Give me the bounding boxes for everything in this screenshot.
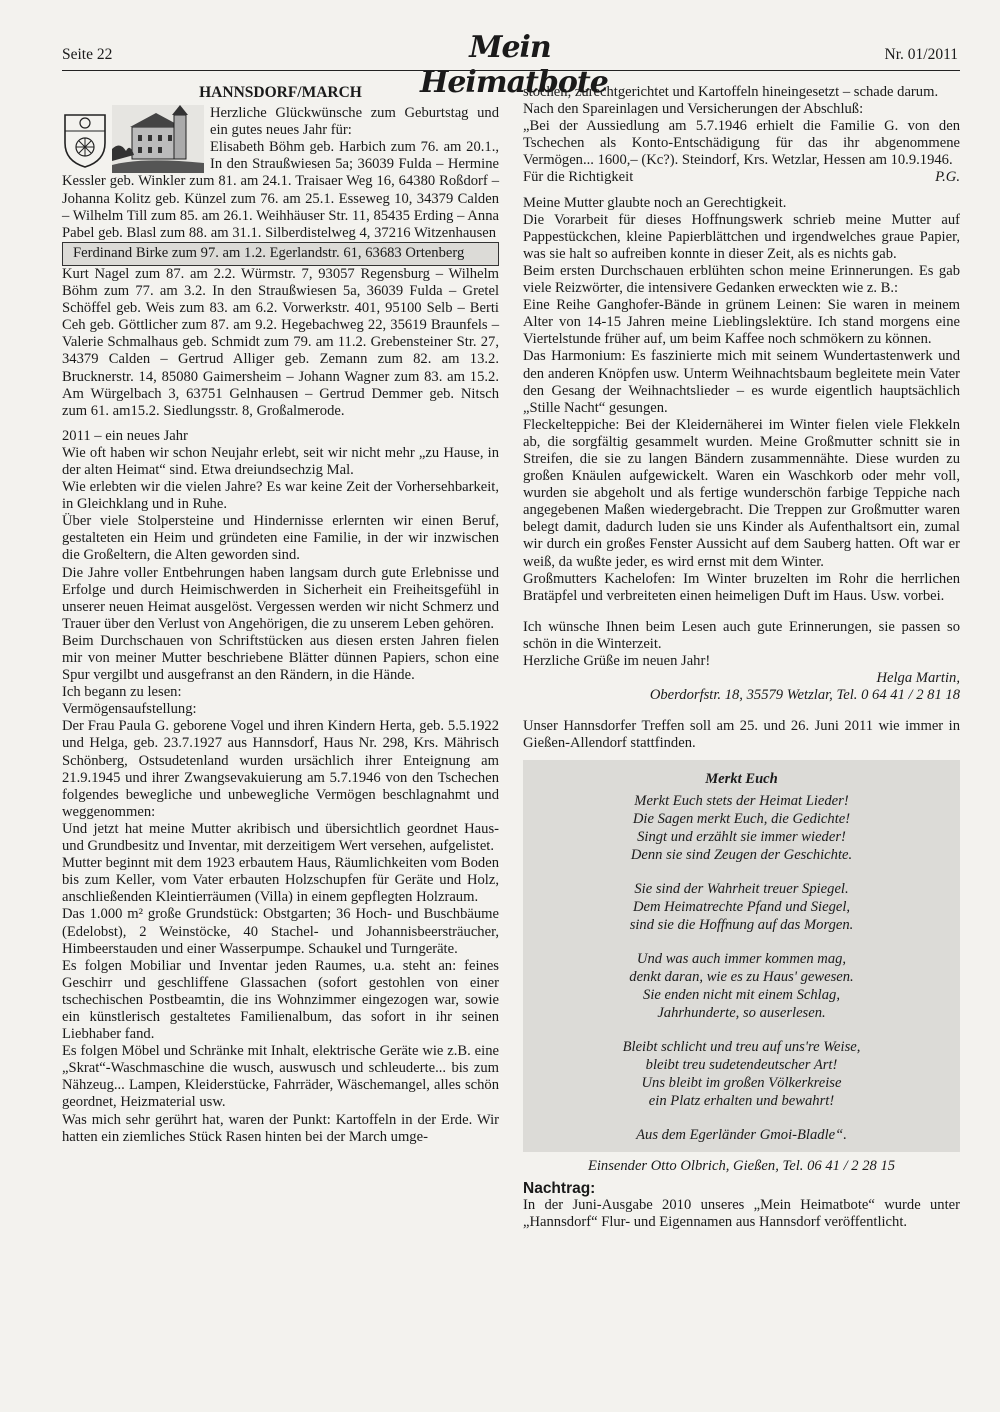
article-paragraph: Vermögensaufstellung: <box>62 701 197 718</box>
highlighted-birthday: Ferdinand Birke zum 97. am 1.2. Egerlandstr. 61, 63683 Ortenberg <box>62 242 499 266</box>
addendum-title: Nachtrag: <box>523 1179 596 1197</box>
poem-stanza <box>523 880 960 934</box>
article-paragraph: Herzliche Grüße im neuen Jahr! <box>523 653 711 669</box>
poem-line: Die Sagen merkt Euch, die Gedichte! <box>632 811 851 828</box>
header-rule <box>62 70 960 71</box>
poem-title: Merkt Euch <box>705 771 778 788</box>
poem-line: bleibt treu sudetendeutscher Art! <box>645 1057 838 1074</box>
birthday-list-1: Elisabeth Böhm geb. Harbich zum 76. am 20.1., In den Straußwiesen 5a; 36039 Fulda – Hermine Kessler geb. Winkler zum 81. am 24.1. Traisaer Weg 16, 64380 Roßdorf – Johanna Kolitz geb. Künzel zum 76. am 25.1. Esseweg 10, 34379 Calden – Wilhelm Till zum 85. am 26.1. Weihhäuser Str. 11, 85435 Erding – Anna Pabel geb. Blasl zum 88. am 31.1. Silberdistelweg 4, 37216 Witzenhausen <box>62 139 499 241</box>
author-name: Helga Martin, <box>876 670 960 687</box>
author-address: Oberdorfstr. 18, 35579 Wetzlar, Tel. 0 64 41 / 2 81 18 <box>649 687 960 704</box>
poem-line: Sie sind der Wahrheit treuer Spiegel. <box>634 881 849 898</box>
attestation-line <box>523 169 960 186</box>
poem-line: Singt und erzählt sie immer wieder! <box>637 829 846 846</box>
poem-line: sind sie die Hoffnung auf das Morgen. <box>629 917 854 934</box>
poem-line: Denn sie sind Zeugen der Geschichte. <box>630 847 853 864</box>
attestation-text: Für die Richtigkeit <box>523 169 634 186</box>
left-column <box>62 84 499 1146</box>
article-paragraph: Das 1.000 m² große Grundstück: Obstgarten; 36 Hoch- und Buschbäume (Edelobst), 2 Weinstöcke, 40 Stachel- und Johannisbeersträucher, Himbeerstauden und einer Wasserpumpe. Schaukel und Turngeräte. <box>62 906 499 957</box>
poem-line: Sie enden nicht mit einem Schlag, <box>643 987 840 1004</box>
article-paragraph: Wie oft haben wir schon Neujahr erlebt, seit wir nicht mehr „zu Hause, in der alten Heimat“ sind. Etwa dreiundsechzig Mal. <box>62 444 499 478</box>
article-paragraph: Die Jahre voller Entbehrungen haben langsam durch gute Erlebnisse und Erfolge und durch Heimischwerden in Sicherheit ein Freiheitsgefühl in unserer neuen Heimat ausgelöst. Vergessen werden wir nicht Schmerz und Trauer über den Verlust von Angehörigen, die zu unserem Leben gehören. <box>62 564 499 632</box>
article-paragraph: 2011 – ein neues Jahr <box>62 427 188 444</box>
issue-number: Nr. 01/2011 <box>884 46 958 63</box>
greeting-line: Herzliche Glückwünsche zum Geburtstag und ein gutes neues Jahr für: <box>210 105 499 139</box>
poem-line: Uns bleibt im großen Völkerkreise <box>641 1075 842 1092</box>
coat-of-arms-icon <box>62 109 108 169</box>
poem-sender: Einsender Otto Olbrich, Gießen, Tel. 06 41 / 2 28 15 <box>587 1158 896 1175</box>
article-paragraph: Ich begann zu lesen: <box>62 684 182 701</box>
page-number: Seite 22 <box>62 46 113 63</box>
article-paragraph: „Bei der Aussiedlung am 5.7.1946 erhielt die Familie G. von den Tschechen als Konto-Entschädigung für das ihr abgenommene Vermögen... 1600,– (Kc?). Steindorf, Krs. Wetzlar, Hessen am 10.9.1946. <box>523 118 960 169</box>
poem-box <box>523 760 960 1152</box>
article-paragraph: Nach den Spareinlagen und Versicherungen der Abschluß: <box>523 101 864 118</box>
article-paragraph: Das Harmonium: Es faszinierte mich mit seinem Wundertastenwerk und den anderen Knöpfen usw. Unterm Weihnachtsbaum begleitete mein Vater den Gesang der Weihnachtslieder – es wurde eigentlich hauptsächlich „Stille Nacht“ gesungen. <box>523 348 960 416</box>
poem-line: ein Platz erhalten und bewahrt! <box>648 1093 835 1110</box>
article-paragraph: Meine Mutter glaubte noch an Gerechtigkeit. <box>523 194 787 211</box>
article-paragraph: Eine Reihe Ganghofer-Bände in grünem Leinen: Sie waren in meinem Alter von 14-15 Jahren meine Lieblingslektüre. Ich stand morgens eine Viertelstunde früher auf, um beim Kaffee noch schmökern zu können. <box>523 297 960 348</box>
addendum-text: In der Juni-Ausgabe 2010 unseres „Mein Heimatbote“ wurde unter „Hannsdorf“ Flur- und Eigennamen aus Hannsdorf veröffentlicht. <box>523 1196 960 1230</box>
poem-stanza <box>523 1038 960 1110</box>
article-paragraph: Beim Durchschauen von Schriftstücken aus diesen ersten Jahren fielen mir von meiner Mutter beschriebene Blätter dünnen Papiers, schon eine Spur vergilbt und ausgefranst an den Rändern, in die Hände. <box>62 632 499 684</box>
article-paragraph: Der Frau Paula G. geborene Vogel und ihren Kindern Herta, geb. 5.5.1922 und Helga, geb. 23.7.1927 aus Hannsdorf, Haus Nr. 298, Krs. Mährisch Schönberg, Ostsudetenland wurden ursächlich ihrer Enteignung am 21.9.1945 und ihrer Zwangsevakuierung am 5.7.1946 von den Tschechen folgendes bewegliche und unbewegliche Vermögen beschlagnahmt und weggenommen: <box>62 718 499 820</box>
article-paragraph: Mutter beginnt mit dem 1923 erbautem Haus, Räumlichkeiten vom Boden bis zum Keller, vom Vater erbauten Holzschupfen für Geräte und Holz, anschließenden Kleintierräumen (Villa) in einem gepflegten Holzraum. <box>62 855 499 906</box>
article-paragraph: Es folgen Möbel und Schränke mit Inhalt, elektrische Geräte wie z.B. eine „Skrat“-Waschmaschine die wusch, auswusch und schleuderte... bis zum Nähzeug... Lampen, Kleiderstücke, Fahrräder, Wäschemangel, alles schön geordnet, Heizmaterial usw. <box>62 1043 499 1111</box>
poem-line: Bleibt schlicht und treu auf uns're Weise, <box>622 1039 861 1056</box>
attestation-initials: P.G. <box>935 169 960 186</box>
masthead-logo: Mein Heimatbote <box>420 30 608 100</box>
castle-illustration-icon <box>112 105 204 173</box>
birthday-list-2: Kurt Nagel zum 87. am 2.2. Würmstr. 7, 93057 Regensburg – Wilhelm Böhm zum 77. am 3.2. In den Straußwiesen 5a, 36039 Fulda – Gretel Schöffel geb. Weis zum 83. am 6.2. Vorwerkstr. 401, 95100 Selb – Berti Ceh geb. Göttlicher zum 87. am 9.2. Hegebachweg 22, 35619 Braunfels – Valerie Schmalhaus geb. Schmidt zum 79. am 11.2. Grebensteiner Str. 27, 34379 Calden – Gertrud Alliger geb. Zemann zum 82. am 13.2. Brucknerstr. 14, 85080 Gaimersheim – Johann Wagner zum 83. am 15.2. Am Würgelbach 3, 63751 Gelnhausen – Gertrud Demmer geb. Nitsch zum 61. am15.2. Siedlungsstr. 8, Großalmerode. <box>62 265 499 419</box>
section-heading: HANNSDORF/MARCH <box>199 84 362 101</box>
poem-stanza <box>523 950 960 1022</box>
right-column <box>523 84 960 1231</box>
poem-line: Dem Heimatrechte Pfand und Siegel, <box>632 899 851 916</box>
poem-line: Jahrhunderte, so auserlesen. <box>657 1005 826 1022</box>
article-paragraph: Über viele Stolpersteine und Hindernisse erlernten wir einen Beruf, gestalteten ein Heim und gründeten eine Familie, in der wir inzwischen die Großeltern, die Alten geworden sind. <box>62 513 499 564</box>
article-paragraph: Wie erlebten wir die vielen Jahre? Es war keine Zeit der Vorhersehbarkeit, in Gleichklang und in Ruhe. <box>62 479 499 513</box>
article-paragraph: Was mich sehr gerührt hat, waren der Punkt: Kartoffeln in der Erde. Wir hatten ein ziemliches Stück Rasen hinten bei der March umge- <box>62 1111 499 1145</box>
poem-stanza <box>523 792 960 864</box>
poem-line: Und was auch immer kommen mag, <box>636 951 847 968</box>
article-paragraph: Es folgen Mobiliar und Inventar jeden Raumes, u.a. steht an: feines Geschirr und geschliffene Glassachen (sofort gestohlen von einer tschechischen Postbeamtin, die ins Wohnzimmer eingezogen war, sowie ein künstlerisch gestaltetes Familienalbum, das sofort in ihr seinen Liebhaber fand. <box>62 957 499 1043</box>
poem-line: Merkt Euch stets der Heimat Lieder! <box>634 793 849 810</box>
birthday-intro <box>62 105 499 242</box>
article-paragraph: stochen, zurechtgerichtet und Kartoffeln hineingesetzt – schade darum. <box>523 84 939 100</box>
article-paragraph: Fleckelteppiche: Bei der Kleidernäherei im Winter fielen viele Flekkeln ab, die sorgfältig gesammelt wurden. Meine Großmutter schnitt sie in Streifen, die sie zu langen Bändern zusammennähte. Diese wurden zu großen Knäulen aufgewickelt. Waren ein Waschkorb oder mehr voll, wurden sie abgeholt und als fertige wunderschön farbige Teppiche nach angegebenen Maßen wiedergebracht. Die Treppen zur Großmutter waren belegt damit, dadurch luden sie uns Kinder als Aufenthaltsort ein, zumal wir durch ein großes Fenster Aussicht auf dem Sauberg hatten. Oft war er weiß, da wußte jeder, es wird ernst mit dem Winter. <box>523 416 960 570</box>
article-paragraph: Beim ersten Durchschauen erblühten schon meine Erinnerungen. Es gab viele Reizwörter, die intensivere Gedanken erweckten wie z. B.: <box>523 262 960 297</box>
article-paragraph: Und jetzt hat meine Mutter akribisch und übersichtlich geordnet Haus- und Grundbesitz und Inventar, mit derzeitigem Wert versehen, aufgelistet. <box>62 820 499 855</box>
meeting-notice: Unser Hannsdorfer Treffen soll am 25. und 26. Juni 2011 wie immer in Gießen-Allendorf stattfinden. <box>523 718 960 752</box>
article-paragraph: Die Vorarbeit für dieses Hoffnungswerk schrieb meine Mutter auf Pappestückchen, kleine Papierblättchen und irgendwelches graue Papier, was sie halt so aufreiben konnte in dieser Zeit, als es nichts gab. <box>523 211 960 262</box>
article-paragraph: Großmutters Kachelofen: Im Winter bruzelten im Rohr die herrlichen Bratäpfel und verbreiteten einen heimeligen Duft im Haus. Usw. vorbei. <box>523 570 960 604</box>
poem-line: denkt daran, wie es zu Haus' gewesen. <box>629 969 854 986</box>
poem-source: Aus dem Egerländer Gmoi-Bladle“. <box>636 1127 847 1144</box>
article-paragraph: Ich wünsche Ihnen beim Lesen auch gute Erinnerungen, sie passen so schön in die Winterzeit. <box>523 618 960 652</box>
